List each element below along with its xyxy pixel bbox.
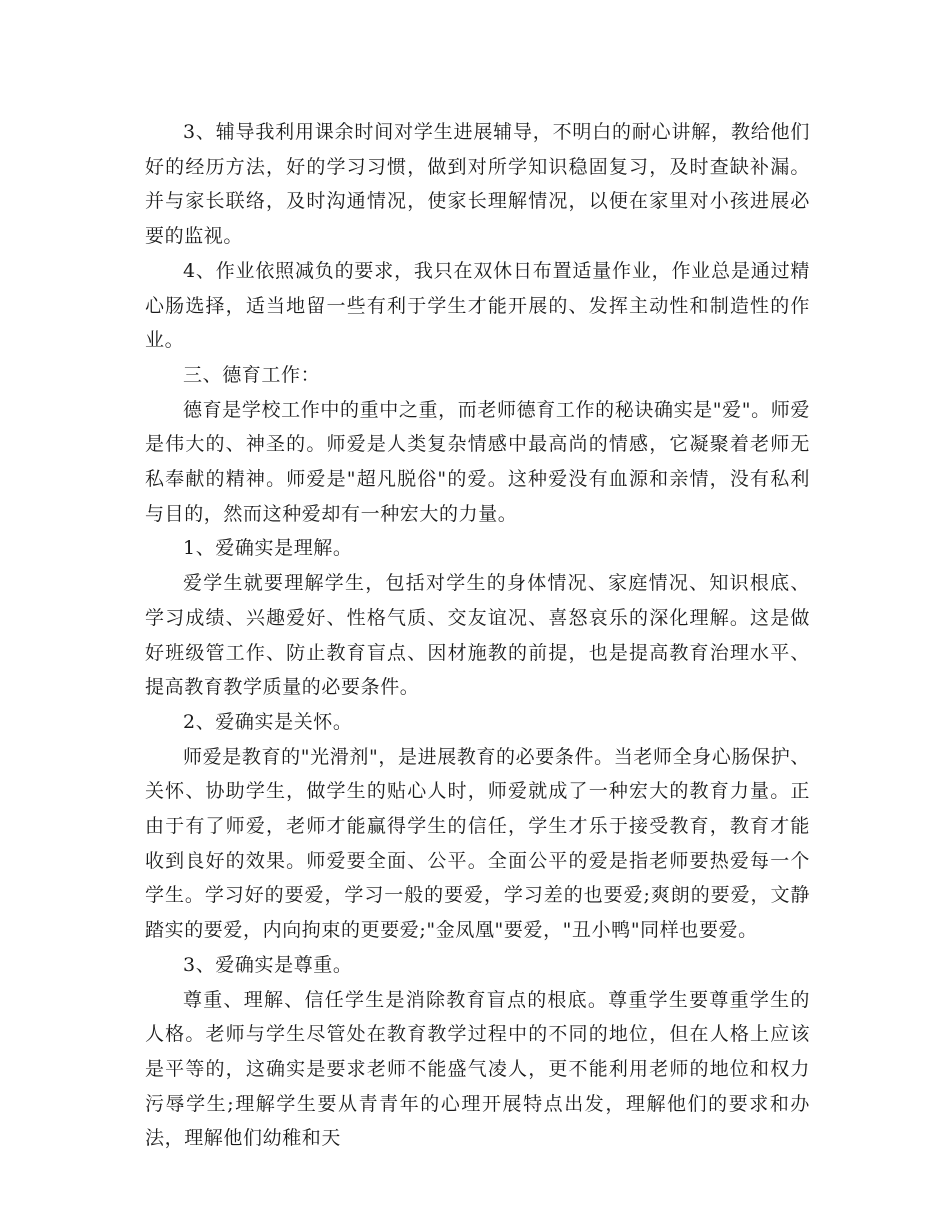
paragraph-moral-education-intro: 德育是学校工作中的重中之重，而老师德育工作的秘诀确实是"爱"。师爱是伟大的、神圣的。师爱是人类复杂情感中最高尚的情感，它凝聚着老师无私奉献的精神。师爱是"超凡脱俗"的爱。这种爱没有血源和亲情，没有私利与目的，然而这种爱却有一种宏大的力量。 <box>145 398 810 525</box>
subheading-love-is-respect: 3、爱确实是尊重。 <box>183 953 353 976</box>
subheading-love-is-understanding: 1、爱确实是理解。 <box>183 537 353 560</box>
document-body <box>145 115 810 1156</box>
paragraph-understanding: 爱学生就要理解学生，包括对学生的身体情况、家庭情况、知识根底、学习成绩、兴趣爱好、性格气质、交友谊况、喜怒哀乐的深化理解。这是做好班级管工作、防止教育盲点、因材施教的前提，也是提高教育治理水平、提高教育教学质量的必要条件。 <box>145 572 810 699</box>
paragraph-respect: 尊重、理解、信任学生是消除教育盲点的根底。尊重学生要尊重学生的人格。老师与学生尽管处在教育教学过程中的不同的地位，但在人格上应该是平等的，这确实是要求老师不能盛气凌人，更不能利用老师的地位和权力污辱学生;理解学生要从青青年的心理开展特点出发，理解他们的要求和办法，理解他们幼稚和天 <box>145 988 810 1150</box>
paragraph-care: 师爱是教育的"光滑剂"，是进展教育的必要条件。当老师全身心肠保护、关怀、协助学生，做学生的贴心人时，师爱就成了一种宏大的教育力量。正由于有了师爱，老师才能赢得学生的信任，学生才乐于接受教育，教育才能收到良好的效果。师爱要全面、公平。全面公平的爱是指老师要热爱每一个学生。学习好的要爱，学习一般的要爱，学习差的也要爱;爽朗的要爱，文静踏实的要爱，内向拘束的更要爱;"金凤凰"要爱，"丑小鸭"同样也要爱。 <box>145 745 810 942</box>
paragraph-tutoring: 3、辅导我利用课余时间对学生进展辅导，不明白的耐心讲解，教给他们好的经历方法，好的学习习惯，做到对所学知识稳固复习，及时查缺补漏。并与家长联络，及时沟通情况，使家长理解情况，以便在家里对小孩进展必要的监视。 <box>145 121 810 248</box>
subheading-love-is-care: 2、爱确实是关怀。 <box>183 710 353 733</box>
paragraph-homework: 4、作业依照减负的要求，我只在双休日布置适量作业，作业总是通过精心肠选择，适当地留一些有利于学生才能开展的、发挥主动性和制造性的作业。 <box>145 259 810 352</box>
section-heading-moral-education: 三、德育工作： <box>183 363 321 386</box>
